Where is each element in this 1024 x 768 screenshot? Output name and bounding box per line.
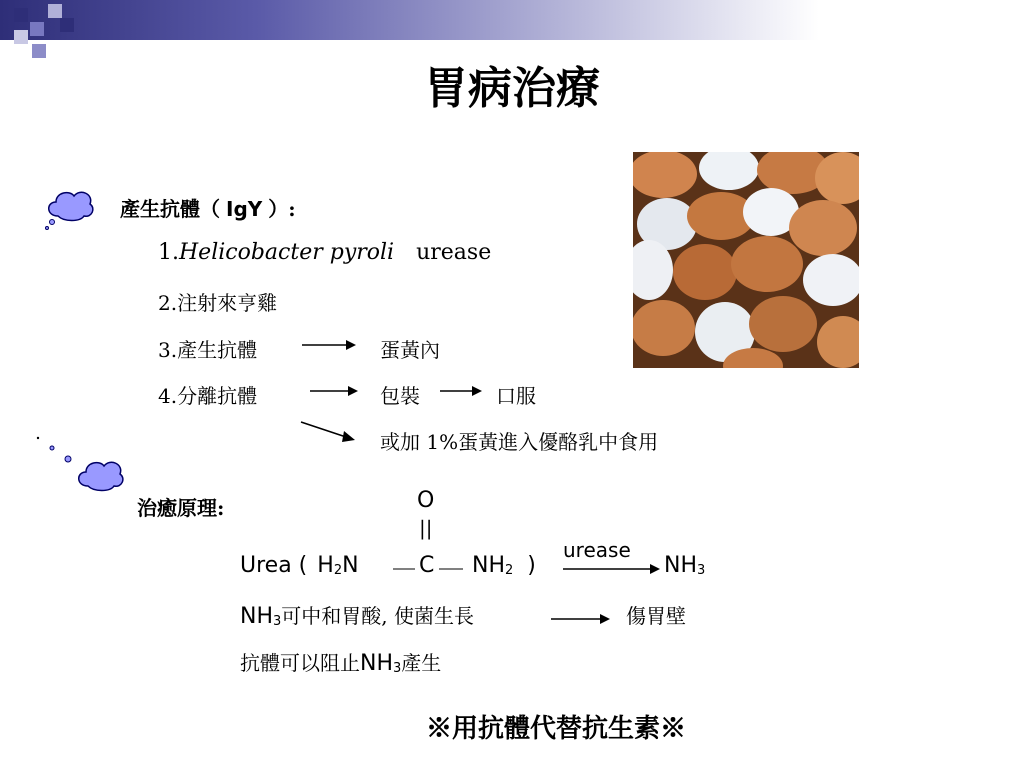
decor-square [48, 4, 62, 18]
section1-heading [120, 193, 296, 222]
top-gradient-bar [0, 0, 1024, 40]
item-number: 2. [158, 291, 178, 315]
nh3-sub: 3 [273, 614, 282, 629]
item-number: 3. [158, 338, 178, 362]
eggs-photo [633, 152, 859, 368]
neutralize-line [240, 600, 474, 629]
reaction-arrow-icon [562, 562, 662, 576]
item-number: 4. [158, 384, 178, 408]
double-bond: || [419, 516, 433, 540]
product-sub: 3 [697, 563, 706, 578]
list-item-2 [158, 287, 277, 316]
product-nh: NH [664, 553, 697, 578]
bond-line [438, 566, 464, 572]
enzyme-label: urease [563, 538, 631, 562]
item4-target: 包裝 [380, 384, 420, 408]
item-text: urease [416, 240, 492, 265]
product-nh3 [664, 553, 705, 578]
item-text: 分離抗體 [177, 384, 258, 408]
nh3-nh: NH [240, 604, 273, 629]
item4-target2: 口服 [496, 384, 536, 408]
diagonal-arrow-icon [298, 418, 358, 446]
block-prefix: 抗體可以阻止 [240, 651, 360, 675]
list-item-4 [158, 380, 257, 409]
carbon-atom: C [419, 553, 435, 578]
heading-igy: IgY [226, 197, 263, 221]
slide-title: 胃病治療 [424, 63, 600, 114]
thought-cloud-icon [34, 434, 124, 498]
heading-prefix: 產生抗體（ [120, 197, 220, 221]
arrow-icon [308, 383, 360, 399]
section2-heading: 治癒原理: [137, 496, 225, 520]
urea-label: Urea ( [240, 553, 308, 578]
decor-square [30, 22, 44, 36]
heading-suffix: ）: [268, 197, 296, 221]
item-text: 注射來亨雞 [177, 291, 278, 315]
antibody-block-line [240, 647, 441, 676]
block-suffix: 產生 [401, 651, 442, 675]
bacteria-name: Helicobacter pyroli [179, 240, 395, 265]
urea-equation [240, 553, 359, 578]
close-paren: ) [527, 553, 536, 578]
bond-line [392, 566, 416, 572]
neutralize-text: 可中和胃酸, 使菌生長 [281, 604, 474, 628]
arrow-icon [300, 337, 358, 353]
block-sub: 3 [393, 661, 402, 676]
nh2-sub: 2 [505, 563, 514, 578]
alt-text: 或加 1%蛋黃進入優酪乳中食用 [380, 430, 659, 454]
carbonyl-oxygen: O [417, 488, 435, 513]
decor-square [14, 8, 28, 22]
item-number: 1. [158, 240, 179, 265]
stomach-wall-text: 傷胃壁 [626, 604, 686, 628]
thought-cloud-icon [44, 186, 96, 232]
list-item-3 [158, 334, 257, 363]
item3-target: 蛋黃內 [380, 338, 440, 362]
eggs-illustration [633, 152, 859, 368]
h2n-h: H [317, 553, 334, 578]
block-nh: NH [360, 651, 393, 676]
h2n-sub: 2 [333, 563, 343, 578]
nh2-group [472, 553, 536, 578]
decor-square [60, 18, 74, 32]
item-text: 產生抗體 [177, 338, 258, 362]
nh2-nh: NH [472, 553, 505, 578]
arrow-icon [438, 383, 484, 399]
conclusion-text: ※用抗體代替抗生素※ [426, 714, 687, 744]
list-item-1 [158, 240, 491, 265]
arrow-icon [550, 612, 612, 626]
decor-square [14, 30, 28, 44]
h2n-n: N [342, 553, 359, 578]
